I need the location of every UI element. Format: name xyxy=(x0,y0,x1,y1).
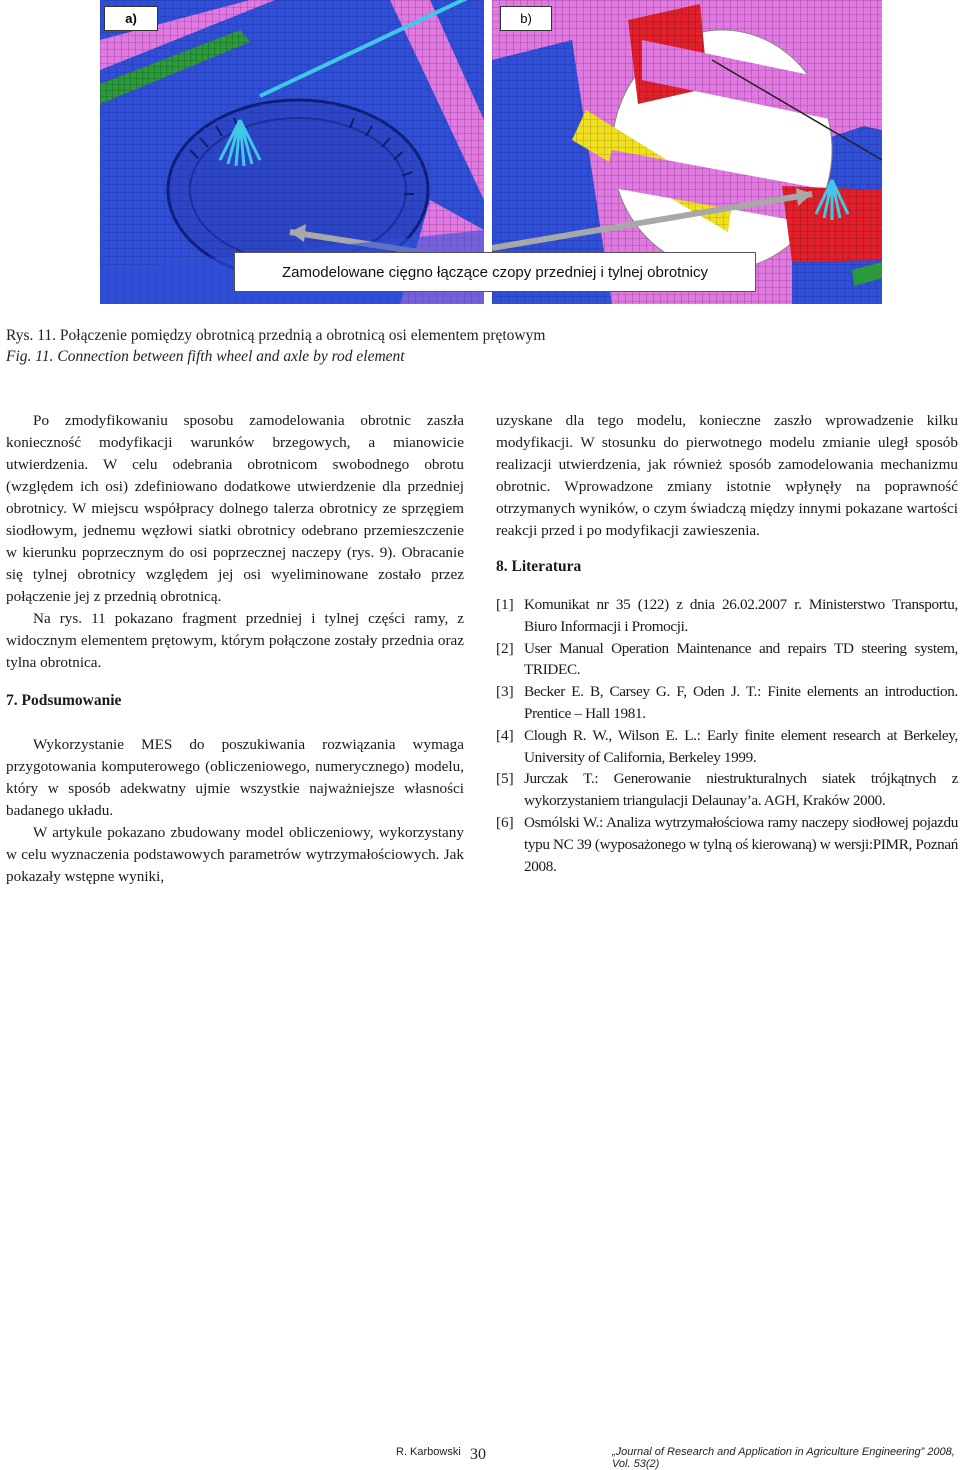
right-column xyxy=(496,410,958,877)
paragraph: Po zmodyfikowaniu sposobu zamodelowania obrotnic zaszła konieczność modyfikacji warunków brzegowych, a mianowicie utwierdzenia. W celu odebrania obrotnicom swobodnego obrotu (względem ich osi) zdefiniowano dodatkowe utwierdzenie dla przedniej obrotnicy. W miejscu współpracy dolnego talerza obrotnicy ze sprzęgiem siodłowym, jednemu węzłowi siatki obrotnicy odebrano przemieszczenie w kierunku poprzecznym do osi poprzecznej naczepy (rys. 9). Obracanie się tylnej obrotnicy względem jej osi wyeliminowane zostało przez połączenie jej z przednią obrotnicą. xyxy=(6,412,464,605)
reference-item xyxy=(496,812,958,877)
panel-a-label: a) xyxy=(104,6,158,31)
reference-number: [2] xyxy=(496,639,514,657)
paragraph: Na rys. 11 pokazano fragment przedniej i tylnej części ramy, z widocznym elementem prętowym, którym połączone zostały przednia oraz tylna obrotnica. xyxy=(6,610,464,671)
figure-caption-english-text: Fig. 11. Connection between fifth wheel and axle by rod element xyxy=(6,348,405,365)
paragraph: W artykule pokazano zbudowany model obliczeniowy, wykorzystany w celu wyznaczenia podstawowych parametrów wytrzymałościowych. Jak pokazały wstępne wyniki, xyxy=(6,824,464,885)
figure-callout: Zamodelowane cięgno łączące czopy przedniej i tylnej obrotnicy xyxy=(234,252,756,292)
reference-item xyxy=(496,768,958,812)
paragraph: Wykorzystanie MES do poszukiwania rozwiązania wymaga przygotowania komputerowego (obliczeniowego, numerycznego) modelu, który w sposób adekwatny ujmie wszystkie najważniejsze własności badanego układu. xyxy=(6,736,464,819)
reference-item xyxy=(496,681,958,725)
paragraph: uzyskane dla tego modelu, konieczne zaszło wprowadzenie kilku modyfikacji. W stosunku do pierwotnego modelu zmianie uległ sposób realizacji utwierdzenia, jak również sposób zamodelowania mechanizmu obrotnic. Wprowadzone zmiany istotnie wpłynęły na poprawność otrzymanych wyników, o czym świadczą między innymi pokazane wartości reakcji przed i po modyfikacji zawieszenia. xyxy=(496,412,958,539)
panel-b-label: b) xyxy=(500,6,552,31)
reference-text: Osmólski W.: Analiza wytrzymałościowa ramy naczepy siodłowej pojazdu typu NC 39 (wyposażonego w tylną oś kierowaną) w wersji:PIMR, Poznań 2008. xyxy=(524,813,958,875)
figure-caption-english xyxy=(6,348,405,366)
reference-item xyxy=(496,725,958,769)
figure-caption-polish: Rys. 11. Połączenie pomiędzy obrotnicą przednią a obrotnicą osi elementem prętowym xyxy=(6,327,546,344)
footer-journal: „Journal of Research and Application in Agriculture Engineering” 2008, Vol. 53(2) xyxy=(612,1446,955,1470)
figure-11 xyxy=(100,0,882,304)
reference-item xyxy=(496,638,958,682)
reference-text: User Manual Operation Maintenance and repairs TD steering system, TRIDEC. xyxy=(524,639,958,679)
section-heading-literature: 8. Literatura xyxy=(496,558,582,575)
footer-author: R. Karbowski xyxy=(396,1446,461,1458)
reference-number: [5] xyxy=(496,770,514,788)
section-heading-summary: 7. Podsumowanie xyxy=(6,692,122,709)
reference-item xyxy=(496,594,958,638)
reference-text: Jurczak T.: Generowanie niestrukturalnych siatek trójkątnych z wykorzystaniem triangulacji Delaunay’a. AGH, Kraków 2000. xyxy=(524,770,958,810)
left-column xyxy=(6,410,464,888)
reference-text: Becker E. B, Carsey G. F, Oden J. T.: Finite elements an introduction. Prentice – Hall 1981. xyxy=(524,683,958,722)
reference-text: Clough R. W., Wilson E. L.: Early finite element research at Berkeley, University of California, Berkeley 1999. xyxy=(524,726,958,766)
reference-number: [4] xyxy=(496,726,514,744)
page-number: 30 xyxy=(470,1446,486,1463)
reference-number: [3] xyxy=(496,683,514,701)
reference-number: [6] xyxy=(496,813,514,831)
reference-number: [1] xyxy=(496,596,514,613)
reference-list xyxy=(496,594,958,877)
reference-text: Komunikat nr 35 (122) z dnia 26.02.2007 r. Ministerstwo Transportu, Biuro Informacji i Promocji. xyxy=(524,596,958,635)
